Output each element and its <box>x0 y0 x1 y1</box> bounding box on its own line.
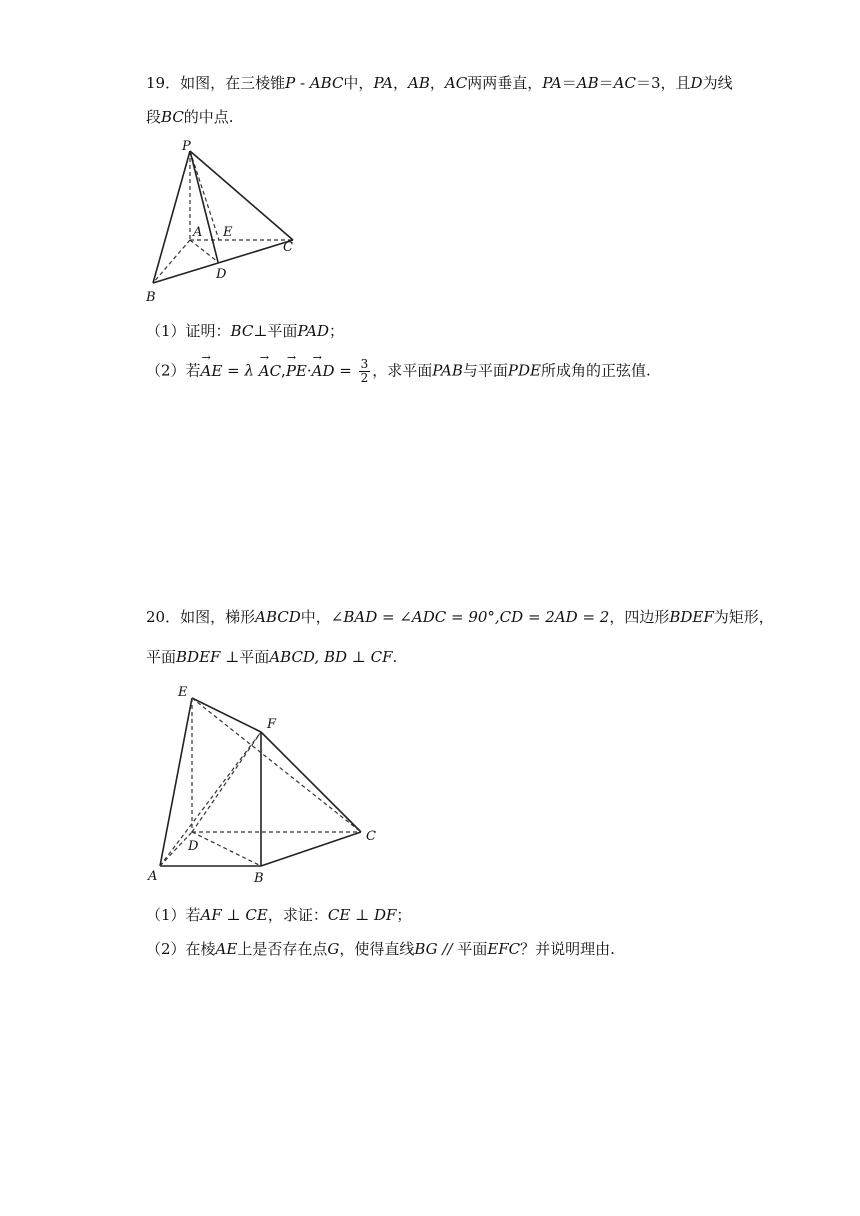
edge-DF <box>192 732 261 832</box>
q19-pyramid-figure <box>140 134 310 306</box>
label-F: F <box>267 717 277 732</box>
q20-stem-line2: 平面BDEF ⊥平面ABCD, BD ⊥ CF. <box>146 648 398 666</box>
label-D: D <box>188 839 199 854</box>
vector-PE: → PE <box>286 360 307 382</box>
q20-number: 20． <box>146 608 181 626</box>
edge-EF <box>192 698 261 732</box>
label-E: E <box>223 225 233 240</box>
label-C: C <box>283 240 293 255</box>
label-A: A <box>148 869 158 884</box>
edge-PB <box>153 151 190 283</box>
q19-stem-line2: 段BC的中点. <box>146 108 234 126</box>
label-E: E <box>178 685 188 700</box>
edge-BC <box>261 832 361 866</box>
label-A: A <box>193 225 203 240</box>
fraction-3-2: $\frac{3}{2}$ <box>360 357 369 385</box>
vector-AE: → AE <box>201 360 223 382</box>
edge-EC <box>192 698 361 832</box>
q19-number: 19． <box>146 74 181 92</box>
label-B: B <box>254 871 264 886</box>
q20-solid-figure <box>140 680 390 890</box>
edge-PC <box>190 151 293 240</box>
q20-part2: （2）在棱AE上是否存在点G，使得直线BG // 平面EFC？并说明理由. <box>146 940 615 958</box>
vector-AC: → AC <box>259 360 281 382</box>
edge-AF <box>160 732 261 866</box>
label-B: B <box>146 290 156 305</box>
label-P: P <box>182 139 191 154</box>
label-C: C <box>366 829 376 844</box>
label-D: D <box>216 267 227 282</box>
q20-part1: （1）若AF ⊥ CE，求证：CE ⊥ DF； <box>146 906 412 924</box>
edge-FC <box>261 732 361 832</box>
q19-part2: （2）若→ AE = λ → AC,→ PE·→ AD = $\frac{3}{2}$ ，求平面PAB与平面PDE所成角的正弦值. <box>146 358 651 385</box>
q19-stem-line1: 19．如图，在三棱锥P - ABC中，PA，AB，AC两两垂直，PA＝AB＝AC＝3，且D为线 <box>146 74 733 92</box>
edge-DB <box>192 832 261 866</box>
q20-stem-line1: 20．如图，梯形ABCD中，∠BAD = ∠ADC = 90°,CD = 2AD = 2，四边形BDEF为矩形， <box>146 608 774 626</box>
q19-part1: （1）证明：BC⊥平面PAD； <box>146 322 345 340</box>
vector-AD: → AD <box>312 360 335 382</box>
edge-PD <box>190 151 218 262</box>
